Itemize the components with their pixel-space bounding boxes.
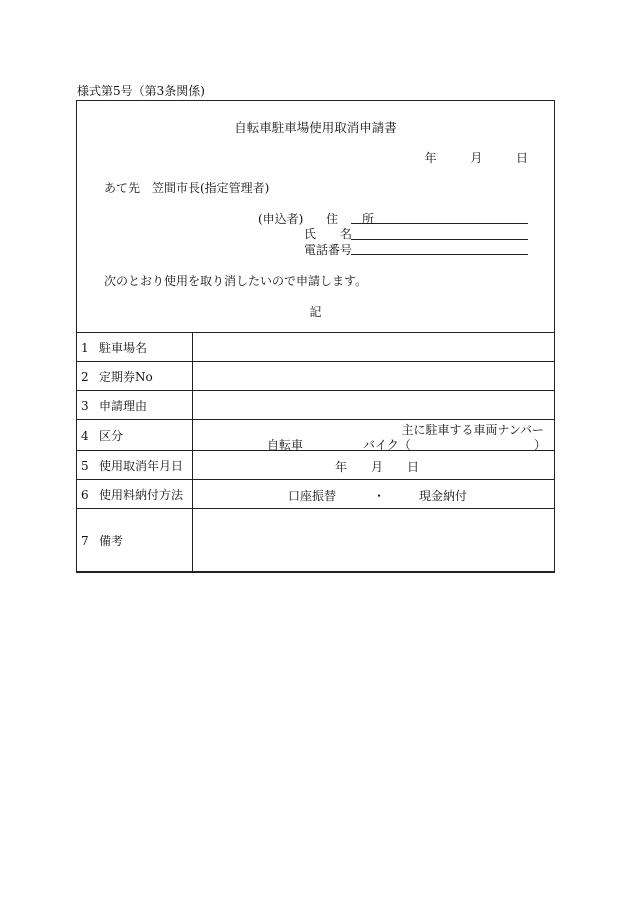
row-number: 5 — [81, 458, 89, 473]
phone-field[interactable] — [351, 240, 528, 255]
bank-transfer-option[interactable]: 口座振替 — [288, 489, 337, 503]
row-label: 駐車場名 — [99, 340, 148, 355]
parking-name-field[interactable] — [193, 333, 555, 362]
address-field[interactable] — [351, 209, 528, 224]
name-label: 氏 名 — [304, 227, 353, 241]
row-label: 申請理由 — [99, 398, 148, 413]
row-label: 使用取消年月日 — [99, 458, 184, 473]
payment-separator: ・ — [373, 489, 386, 503]
row-number: 4 — [81, 428, 89, 443]
details-table — [76, 332, 555, 573]
vehicle-number-note: 主に駐車する車両ナンバー — [401, 423, 544, 437]
bicycle-option[interactable]: 自転車 — [267, 438, 304, 452]
form-number: 様式第5号（第3条関係) — [77, 84, 205, 98]
table-row — [77, 362, 555, 391]
date-day-label: 日 — [515, 151, 528, 165]
table-row — [77, 333, 555, 362]
pass-number-field[interactable] — [193, 362, 555, 391]
category-field[interactable] — [193, 420, 555, 451]
ki-heading: 記 — [309, 305, 322, 319]
row-label: 区分 — [99, 428, 124, 443]
cancel-month-label: 月 — [371, 460, 384, 474]
payment-method-field[interactable] — [193, 480, 555, 509]
cancel-year-label: 年 — [335, 460, 348, 474]
motorbike-option[interactable]: バイク（ — [363, 438, 411, 452]
table-row — [77, 451, 555, 480]
row-label: 使用料納付方法 — [99, 487, 184, 502]
cancel-day-label: 日 — [407, 460, 420, 474]
addressee: あて先 笠間市長(指定管理者) — [104, 181, 270, 195]
cancel-date-field[interactable] — [193, 451, 555, 480]
table-row — [77, 509, 555, 573]
remarks-field[interactable] — [193, 509, 555, 573]
row-label: 備考 — [99, 534, 124, 548]
form-title: 自転車駐車場使用取消申請書 — [234, 120, 397, 135]
row-label: 定期券No — [99, 369, 153, 384]
table-row — [77, 420, 555, 451]
table-row — [77, 391, 555, 420]
row-number: 6 — [81, 487, 89, 502]
reason-field[interactable] — [193, 391, 555, 420]
address-label: 住 所 — [326, 212, 375, 226]
row-number: 1 — [81, 340, 89, 355]
date-year-label: 年 — [424, 151, 437, 165]
name-field[interactable] — [351, 225, 528, 240]
cash-payment-option[interactable]: 現金納付 — [419, 489, 468, 503]
close-paren: ） — [533, 438, 546, 452]
row-number: 2 — [81, 369, 89, 384]
phone-label: 電話番号 — [304, 243, 353, 257]
row-number: 3 — [81, 398, 89, 413]
statement-text: 次のとおり使用を取り消したいので申請します。 — [104, 274, 368, 288]
applicant-label: (申込者) — [258, 212, 304, 226]
application-date — [425, 149, 528, 166]
date-month-label: 月 — [470, 151, 483, 165]
row-number: 7 — [81, 534, 89, 548]
application-form — [76, 100, 555, 572]
table-row — [77, 480, 555, 509]
